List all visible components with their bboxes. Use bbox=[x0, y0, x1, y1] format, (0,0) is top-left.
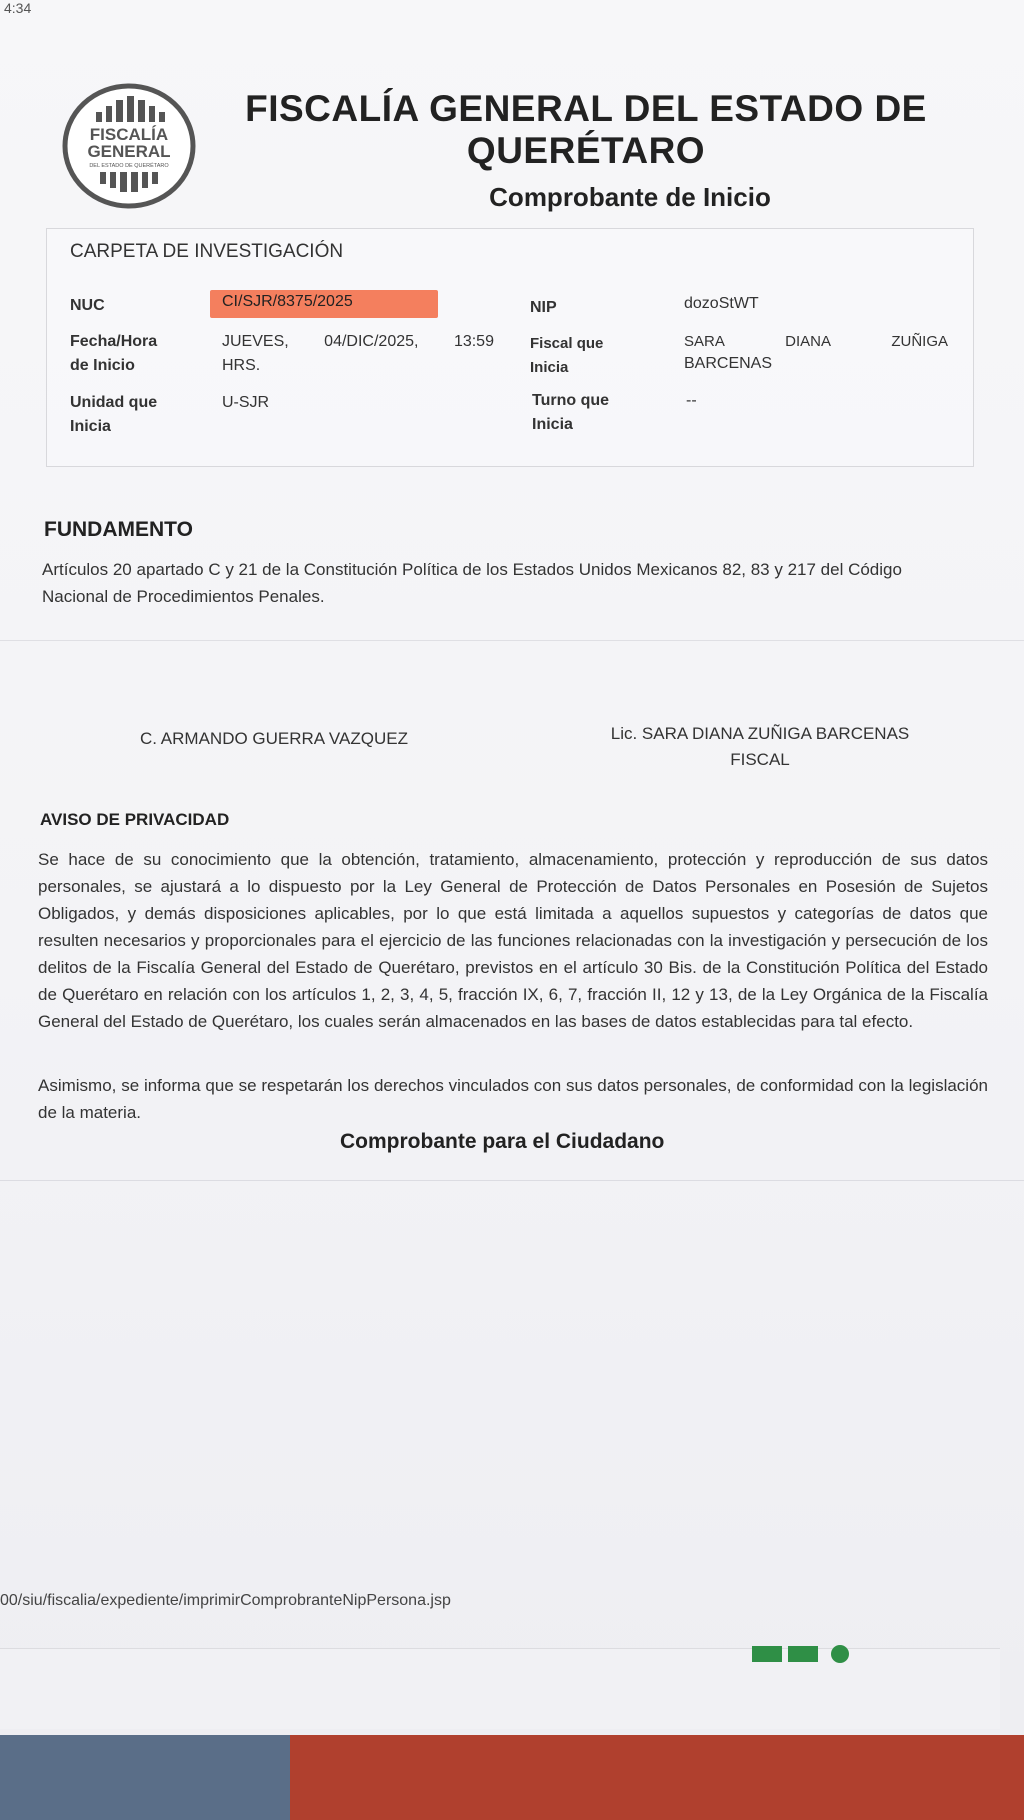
signatory-right-role: FISCAL bbox=[730, 750, 790, 769]
nip-label: NIP bbox=[530, 299, 557, 316]
organization-title bbox=[236, 88, 936, 172]
fecha-label-line-2: de Inicio bbox=[70, 357, 135, 374]
fiscalia-logo bbox=[62, 82, 196, 210]
signatory-right-name: Lic. SARA DIANA ZUÑIGA BARCENAS bbox=[610, 724, 910, 743]
logo-text-3: DEL ESTADO DE QUERÉTARO bbox=[89, 163, 169, 169]
paper-fold bbox=[0, 1180, 1024, 1181]
paper-fold bbox=[0, 640, 1024, 641]
unidad-label bbox=[70, 391, 157, 439]
signatory-left: C. ARMANDO GUERRA VAZQUEZ bbox=[140, 729, 408, 748]
print-url: 00/siu/fiscalia/expediente/imprimirComprobranteNipPersona.jsp bbox=[0, 1592, 451, 1609]
title-line-1: FISCALÍA GENERAL DEL ESTADO DE bbox=[245, 88, 927, 129]
fundamento-line-1: Artículos 20 apartado C y 21 de la Constitución Política de los Estados Unidos Mexicanos 82, 83 y 217 del Código bbox=[42, 560, 902, 579]
turno-label-line-1: Turno que bbox=[532, 392, 610, 409]
signatory-right bbox=[590, 724, 930, 770]
fiscal-label bbox=[530, 332, 603, 380]
fundamento-text bbox=[42, 556, 982, 610]
comprobante-ciudadano-title: Comprobante para el Ciudadano bbox=[340, 1130, 665, 1153]
turno-label bbox=[532, 389, 609, 437]
logo-text-2: GENERAL bbox=[87, 142, 171, 161]
fecha-date: 04/DIC/2025, bbox=[324, 333, 419, 350]
status-time: 4:34 bbox=[4, 0, 32, 16]
fiscal-name bbox=[684, 330, 948, 354]
fiscal-name-1: SARA bbox=[684, 333, 725, 350]
nip-value: dozoStWT bbox=[684, 295, 759, 312]
fundamento-line-2: Nacional de Procedimientos Penales. bbox=[42, 587, 325, 606]
fecha-suffix: HRS. bbox=[222, 357, 261, 374]
fecha-time: 13:59 bbox=[453, 333, 494, 350]
document-subtitle: Comprobante de Inicio bbox=[489, 182, 771, 212]
turno-value: -- bbox=[686, 392, 697, 409]
fiscal-label-line-1: Fiscal que bbox=[530, 335, 604, 352]
unidad-label-line-1: Unidad que bbox=[70, 394, 158, 411]
fiscal-name-3: ZUÑIGA bbox=[891, 333, 948, 350]
fiscalia-seal-icon bbox=[62, 82, 196, 210]
title-line-2: QUERÉTARO bbox=[466, 130, 706, 171]
fiscal-name-4: BARCENAS bbox=[684, 355, 773, 372]
nuc-label: NUC bbox=[70, 297, 105, 314]
cloth-edge bbox=[0, 1735, 290, 1820]
aviso-heading: AVISO DE PRIVACIDAD bbox=[40, 810, 230, 829]
logo-text-1: FISCALÍA bbox=[89, 125, 169, 144]
unidad-label-line-2: Inicia bbox=[70, 418, 111, 435]
fecha-day: JUEVES, bbox=[222, 333, 289, 350]
fiscal-name-2: DIANA bbox=[785, 333, 832, 350]
fundamento-heading: FUNDAMENTO bbox=[44, 518, 193, 541]
carpeta-title: CARPETA DE INVESTIGACIÓN bbox=[70, 241, 344, 262]
nuc-value: CI/SJR/8375/2025 bbox=[222, 293, 353, 310]
fecha-value bbox=[222, 330, 494, 354]
fiscal-label-line-2: Inicia bbox=[530, 359, 569, 376]
green-mark-icon bbox=[752, 1644, 872, 1666]
fecha-label bbox=[70, 330, 157, 378]
unidad-value: U-SJR bbox=[222, 394, 270, 411]
aviso-paragraph-2: Asimismo, se informa que se respetarán los derechos vinculados con sus datos personales, de conformidad con la legislación de la materia. bbox=[38, 1076, 988, 1122]
aviso-paragraph-1: Se hace de su conocimiento que la obtención, tratamiento, almacenamiento, protección y reproducción de sus datos personales, se ajustará a lo dispuesto por la Ley General de Protección de Datos Personales en Posesión de Sujetos Obligados, y demás disposiciones aplicables, por lo que está limitada a aquellos supuestos y categorías de datos que resulten necesarios y proporcionales para el ejercicio de las funciones relacionadas con la investigación y persecución de los delitos de la Fiscalía General del Estado de Querétaro, previstos en el artículo 30 Bis. de la Constitución Política del Estado de Querétaro en relación con los artículos 1, 2, 3, 4, 5, fracción IX, 6, 7, fracción II, 12 y 13, de la Ley Orgánica de la Fiscalía General del Estado de Querétaro, los cuales serán almacenados en las bases de datos establecidas para tal efecto. bbox=[38, 850, 988, 1031]
fecha-label-line-1: Fecha/Hora bbox=[70, 333, 158, 350]
turno-label-line-2: Inicia bbox=[532, 416, 573, 433]
